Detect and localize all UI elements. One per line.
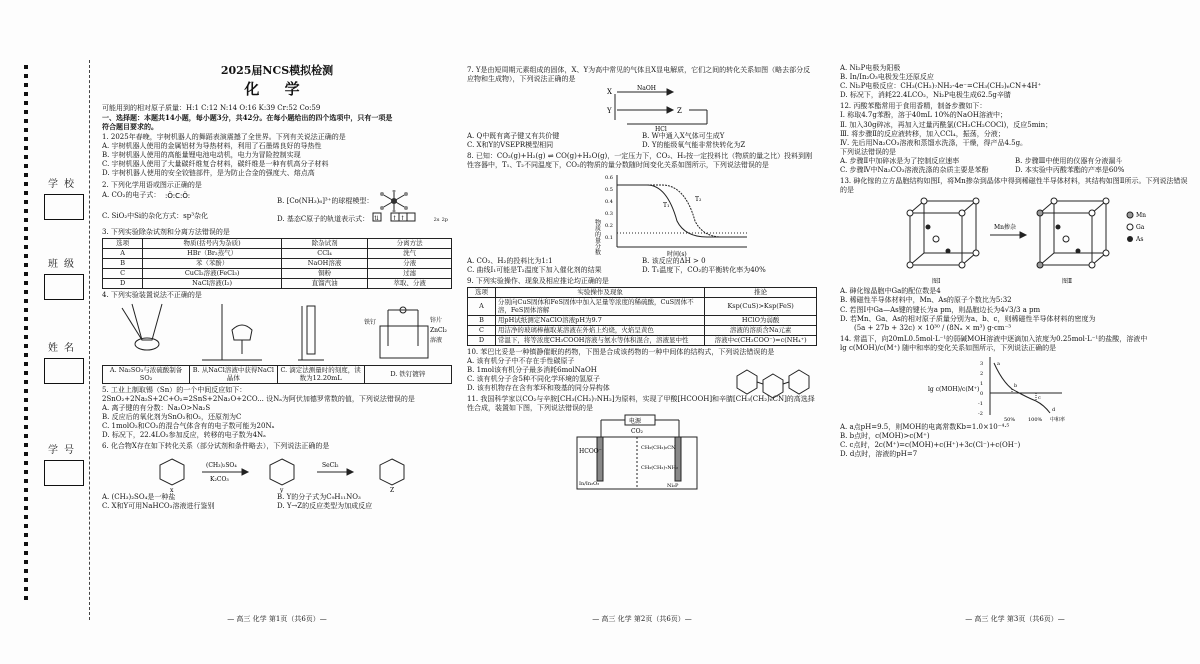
table-cell: 用pH试纸测定NaClO溶液pH为9.7: [495, 315, 704, 325]
page-footer-1: — 高三 化学 第1页（共6页）—: [227, 614, 327, 623]
binding-dot: [24, 398, 28, 402]
q11-label-cathode: In/In₂O₃: [579, 481, 600, 488]
diag-x: X: [607, 88, 612, 97]
legend-as: As: [1136, 236, 1144, 244]
binding-dot: [24, 65, 28, 69]
q2-option-a-text: A. CO₂的电子式：: [102, 190, 161, 199]
table-header-row: [103, 238, 452, 248]
binding-dot: [24, 272, 28, 276]
fig-label-zncl2: ZnCl₂: [430, 326, 447, 334]
binding-dots: [24, 60, 32, 620]
question-4: [102, 291, 452, 384]
diag-y: Y: [607, 107, 612, 116]
binding-dot: [24, 506, 28, 510]
diag-naoh: NaOH: [637, 85, 656, 93]
reagent-3: SeCl₂: [322, 462, 339, 470]
table-row: [468, 297, 817, 315]
name-field[interactable]: [42, 342, 86, 384]
binding-dot: [24, 227, 28, 231]
label-z: Z: [390, 487, 395, 494]
binding-dot: [24, 83, 28, 87]
table-cell: C: [468, 325, 496, 335]
q14-ytick: 1: [980, 380, 984, 387]
question-1: [102, 133, 452, 178]
q5-option-b: B. 反应后的氧化剂为SnO₂和O₂，还原剂为C: [102, 412, 242, 421]
q8-stem: 8. 已知：CO₂(g)+H₂(g) ⇌ CO(g)+H₂O(g)，一定压力下，CO₂、H₂按一定投料比（物质的量之比）投料到刚性容器中，T₁、T₂不同温度下，CO₂的物质的量分数随时间变化关系如图所示，下列说法错误的是: [467, 152, 813, 170]
table-row: [468, 325, 817, 335]
q11-option-d: D. 标况下，消耗22.4LCO₂，Ni₂P电极生成62.5g辛腈: [840, 91, 1011, 100]
binding-dot: [24, 263, 28, 267]
q14-option-b: B. b点时，c(MOH)>c(M⁺): [840, 432, 930, 441]
q13-option-d: D. 若Mn、Ga、As的相对原子质量分别为a、b、c，则稀磁性半导体材料的密度为: [840, 314, 1096, 323]
name-box[interactable]: [44, 358, 84, 384]
label-y: y: [280, 487, 284, 494]
binding-dot: [24, 182, 28, 186]
q11-label-hcoo: HCOO⁻: [579, 448, 602, 456]
table-cell: D: [103, 278, 143, 288]
binding-dot: [24, 533, 28, 537]
q8-ylabel: 物质的量分数: [593, 218, 601, 255]
q5-option-d: D. 标况下，22.4LO₂参加反应，转移的电子数为4Nₐ: [102, 431, 266, 440]
table-cell: 直馏汽油: [281, 278, 367, 288]
table-cell: B: [103, 258, 143, 268]
q11-option-b: B. In/In₂O₃电极发生还原反应: [840, 73, 934, 82]
binding-dot: [24, 281, 28, 285]
q13-option-a: A. 砷化镓晶胞中Ga的配位数是4: [840, 287, 941, 296]
q14-point-b: b: [1014, 382, 1018, 389]
svg-text:↑: ↑: [400, 214, 406, 222]
q6-reaction-scheme: [102, 451, 452, 493]
question-2: [102, 181, 452, 226]
table-row: [103, 248, 452, 258]
q12-option-c: C. 步骤Ⅳ中Na₂CO₃溶液洗涤的杂质主要是苯酚: [840, 166, 989, 175]
table-header: 分离方法: [368, 238, 452, 248]
binding-dot: [24, 434, 28, 438]
binding-dot: [24, 200, 28, 204]
q14-ylabel: lg c(MOH)/c(M⁺): [928, 385, 980, 393]
q14-stem: 14. 常温下，向20mL0.5mol·L⁻¹的弱碱MOH溶液中逐滴加入浓度为0.25mol·L⁻¹的盐酸，溶液中: [840, 334, 1148, 343]
co2-lewis-icon: [163, 190, 203, 200]
binding-dot: [24, 416, 28, 420]
binding-dot: [24, 101, 28, 105]
q6-option-d: D. Y→Z的反应类型为加成反应: [277, 502, 373, 511]
q6-option-a: A. (CH₃)₂SO₄是一种盐: [102, 493, 176, 502]
table-cell: D: [468, 335, 496, 345]
table-cell: 苯（苯酚）: [143, 258, 282, 268]
q7-option-a: A. Q中既有离子键又有共价键: [467, 132, 560, 141]
q7-stem: 7. Y是由短周期元素组成的固体，X、Y为高中常见的气体且X显电解质，它们之间的转化关系如图（略去部分反应物和生成物），下列说法正确的是: [467, 66, 811, 84]
table-cell: 用洁净的玻璃棒蘸取某溶液在外焰上灼烧，火焰呈黄色: [495, 325, 704, 335]
binding-dot: [24, 209, 28, 213]
name-label: 姓名: [48, 343, 80, 354]
table-header: 物质(括号内为杂质): [143, 238, 282, 248]
q9-stem: 9. 下列实验操作、现象及相应推论均正确的是: [467, 276, 609, 285]
question-5: [102, 386, 452, 441]
question-3: [102, 228, 452, 289]
binding-dot: [24, 110, 28, 114]
q8-ytick: 0.1: [605, 234, 613, 241]
q8-curve-t1: [617, 185, 747, 237]
page-footer-3: — 高三 化学 第3页（共6页）—: [965, 614, 1065, 623]
table-row: [103, 258, 452, 268]
binding-dot: [24, 443, 28, 447]
fig-label-nail: 铁钉: [364, 318, 377, 326]
q4-apparatus-figure: [102, 300, 452, 364]
q14-ytick: 3: [980, 360, 984, 367]
q14-xtick: 100%: [1028, 416, 1043, 423]
q7-option-d: D. Y的能级氧气能非常快转化为Z: [642, 141, 746, 150]
table-cell: 分别向CuS固体和FeS固体中加入足量等浓度的稀硫酸，CuS固体不溶，FeS固体溶解: [495, 297, 704, 315]
binding-dot: [24, 569, 28, 573]
binding-dot: [24, 254, 28, 258]
table-cell: 分液: [368, 258, 452, 268]
diag-z: Z: [677, 107, 682, 116]
section1-heading-cont: 符合题目要求的。: [102, 121, 158, 131]
q10-structure-icon: [733, 364, 813, 404]
student-id-field[interactable]: [42, 444, 86, 486]
column-page-2: [467, 64, 817, 624]
q13-fig2-label: 图Ⅱ: [1062, 278, 1073, 286]
q10-option-c: C. 该有机分子含5种不同化学环境的氢原子: [467, 375, 601, 383]
question-9: [467, 277, 817, 346]
q13-arrow-label: Mn掺杂: [994, 224, 1017, 232]
q11-label-anode: Ni₂P: [667, 483, 679, 490]
q1-option-a: A. 宇树机器人使用的金属铝材为导热材料，利用了石墨烯良好的导热性: [102, 142, 322, 151]
binding-dot: [24, 146, 28, 150]
q14-point-c: c: [1038, 394, 1041, 401]
q11-option-a: A. Ni₂P电极为阳极: [840, 64, 901, 72]
caption-a: A. Na₂SO₃与浓硫酸制备SO₂: [103, 365, 190, 383]
q1-option-b: B. 宇树机器人使用的高能量锂电池电动机，电力为冒险控制实现: [102, 151, 301, 160]
school-box[interactable]: [44, 194, 84, 220]
q14-option-c: C. c点时，2c(M⁺)=c(MOH)+c(H⁺)+3c(Cl⁻)+c(OH⁻): [840, 441, 1021, 450]
table-cell: 过滤: [368, 268, 452, 278]
q12-option-d: D. 本实验中丙酸苯酯的产率是60%: [1015, 166, 1125, 175]
q6-stem: 6. 化合物X存在如下转化关系（部分试剂和条件略去），下列说法正确的是: [102, 442, 330, 451]
q2-option-d: [277, 212, 452, 226]
q8-ytick: 0.4: [605, 198, 613, 205]
q1-stem: 1. 2025年春晚，宇树机器人的舞蹈表演震撼了全世界。下列有关说法正确的是: [102, 133, 346, 142]
q10-stem: 10. 苯巴比妥是一种镇静催眠的药物，下图是合成该药物的一种中间体的结构式，下列说法错误的是: [467, 347, 775, 356]
q8-mole-fraction-chart: [467, 171, 817, 257]
q9-table: [467, 287, 817, 346]
student-id-box[interactable]: [44, 460, 84, 486]
table-cell: HClO为弱酸: [705, 315, 817, 325]
q5-equation: 2SnO₂+2Na₂S+2C+O₂=2SnS+2Na₂O+2CO... 设Nₐ为阿伏加德罗常数的值，下列说法错误的是: [102, 394, 415, 403]
student-id-label: 学号: [48, 445, 80, 456]
q14-ytick: 2: [980, 370, 984, 377]
q2-option-a: [102, 190, 277, 212]
binding-dot: [24, 452, 28, 456]
table-cell: 溶液中c(CH₃COO⁻)=c(NH₄⁺): [705, 335, 817, 345]
q13-crystal-figure: [840, 195, 1190, 287]
q8-ytick: 0.2: [605, 222, 613, 229]
orbital-label-2p: 2p: [441, 216, 449, 223]
q12-option-b: B. 步骤Ⅲ中使用的仪器有分液漏斗: [1015, 156, 1123, 165]
table-header: 推论: [705, 287, 817, 297]
binding-dot: [24, 380, 28, 384]
legend-mn: Mn: [1136, 212, 1147, 220]
binding-dot: [24, 236, 28, 240]
q12-step-1: Ⅰ. 称取4.7g苯酚，溶于40mL 10%的NaOH溶液中；: [840, 111, 1007, 120]
table-cell: A: [468, 297, 496, 315]
q2-option-b: [277, 190, 452, 212]
orbital-diagram-icon: [371, 212, 431, 226]
q7-transformation-diagram: [467, 84, 817, 132]
q11-label-power: 电源: [629, 418, 642, 426]
binding-dot: [24, 191, 28, 195]
question-6: [102, 442, 452, 511]
binding-dot: [24, 479, 28, 483]
binding-dot: [24, 578, 28, 582]
table-cell: A: [103, 248, 143, 258]
table-cell: NaOH溶液: [281, 258, 367, 268]
table-cell: B: [468, 315, 496, 325]
class-label: 班级: [48, 259, 80, 270]
binding-dot: [24, 299, 28, 303]
q4-stem: 4. 下列实验装置说法不正确的是: [102, 290, 202, 299]
q14-point-a: a: [997, 360, 1000, 367]
question-7: [467, 66, 817, 150]
q8-option-a: A. CO₂、H₂的投料比为1:1: [467, 256, 553, 265]
q7-option-b: B. W中通入X气体可生成Y: [642, 132, 725, 141]
q5-stem: 5. 工业上制取锡（Sn）的一个中间反应如下：: [102, 385, 247, 394]
q12-step-3: Ⅲ. 将步骤Ⅱ的反应液转移，加入CCl₄，振荡，分液；: [840, 129, 1005, 138]
binding-dot: [24, 317, 28, 321]
q14-curve: [994, 360, 1050, 413]
q10-option-b: B. 1mol该有机分子最多消耗6molNaOH: [467, 365, 597, 374]
caption-c: C. 滴定法测量时的刻度，读数为12.20mL: [277, 365, 364, 383]
q1-option-d: D. 宇树机器人使用的安全铰链部件，是为防止合金的强度大、熔点高: [102, 169, 315, 178]
svg-text:↑: ↑: [392, 214, 398, 222]
binding-dot: [24, 290, 28, 294]
binding-dot: [24, 461, 28, 465]
column-page-3: [840, 64, 1190, 624]
question-8: [467, 152, 817, 274]
q12-ask: 下列说法错误的是: [840, 147, 896, 156]
q2-option-b-text: B. [Co(NH₃)₆]³⁺的球棍模型：: [277, 196, 374, 205]
q14-xlabel: 中和率: [1050, 416, 1066, 423]
binding-dot: [24, 155, 28, 159]
q3-stem: 3. 下列实验除杂试剂和分离方法错误的是: [102, 227, 230, 236]
table-row: [103, 278, 452, 288]
diag-hcl: HCl: [655, 126, 667, 133]
label-x: x: [170, 487, 174, 494]
q13-legend: [1127, 212, 1146, 243]
q12-step-2: Ⅱ. 加入30g碎冰，再加入过量丙酰氯(CH₃CH₂COCl)，反应5min；: [840, 120, 1053, 129]
q14-xtick: 50%: [1004, 416, 1016, 423]
binding-dot: [24, 542, 28, 546]
q12-step-4: Ⅳ. 先后用Na₂CO₃溶液和蒸馏水洗涤，干燥，得产品4.5g。: [840, 138, 1028, 147]
binding-dot: [24, 335, 28, 339]
q13-option-b: B. 稀磁性半导体材料中，Mn、As的原子个数比为5:32: [840, 296, 1012, 305]
q12-stem: 12. 丙酸苯酯常用于食用香精，制备步骤如下：: [840, 102, 987, 111]
exam-subject: 化 学: [244, 80, 310, 99]
reagent-1: (CH₃)₂SO₄: [206, 462, 237, 470]
table-row: [468, 315, 817, 325]
q13-stem: 13. 砷化镓的立方晶胞结构如图Ⅰ，将Mn掺杂到晶体中得到稀磁性半导体材料，其结构如图Ⅱ所示。下列说法错误的是: [840, 177, 1188, 195]
binding-dot: [24, 344, 28, 348]
caption-d: D. 铁钉镀锌: [364, 365, 451, 383]
q11-option-c: C. Ni₂P电极反应：CH₃(CH₂)₇NH₂-4e⁻=CH₃(CH₂)₆CN+4H⁺: [840, 82, 1042, 91]
table-header-row: [468, 287, 817, 297]
binding-dot: [24, 74, 28, 78]
table-row: [103, 365, 452, 383]
q8-option-d: D. T₁温度下，CO₂的平衡转化率为40%: [642, 265, 766, 274]
table-cell: 铜粉: [281, 268, 367, 278]
q8-ytick: 0.6: [605, 174, 613, 181]
binding-dot: [24, 92, 28, 96]
table-row: [103, 268, 452, 278]
table-cell: Ksp(CuS)>Ksp(FeS): [705, 297, 817, 315]
class-field[interactable]: [42, 258, 86, 300]
binding-dot: [24, 308, 28, 312]
exam-title: 2025届NCS模拟检测: [220, 64, 334, 77]
q5-option-c: C. 1molO₂和CO₂的混合气体含有的电子数可能为20Nₐ: [102, 422, 275, 431]
binding-dot: [24, 119, 28, 123]
question-14: [840, 335, 1190, 460]
table-cell: 洗气: [368, 248, 452, 258]
binding-dot: [24, 326, 28, 330]
table-header: 选项: [103, 238, 143, 248]
svg-text:⇅: ⇅: [374, 214, 380, 222]
q14-neutralization-chart: [840, 353, 1190, 423]
ball-stick-model-icon: [376, 190, 412, 212]
binding-dot: [24, 587, 28, 591]
q6-option-b: B. Y的分子式为C₉H₁₁NO₃: [277, 493, 361, 502]
binding-dot: [24, 245, 28, 249]
section1-heading: 一、选择题：本题共14小题，每小题3分，共42分。在每小题给出的四个选项中，只有一项是: [102, 112, 393, 122]
q8-option-b: B. 该反应的ΔH > 0: [642, 256, 706, 265]
table-header: 实验操作及现象: [495, 287, 704, 297]
binding-dot: [24, 515, 28, 519]
q11-stem: 11. 我国科学家以CO₂与辛胺[CH₃(CH₂)₇NH₂]为原料，实现了甲酸[HCOOH]和辛腈[CH₃(CH₂)₆CN]的高选择性合成，装置如下图，下列说法错误的是: [467, 395, 815, 413]
binding-dot: [24, 362, 28, 366]
question-13: [840, 177, 1190, 333]
reagent-2: K₂CO₃: [210, 476, 229, 484]
q8-xlabel: 时间(s): [667, 250, 687, 257]
q10-option-d: D. 该有机物存在含有苯环和羧基的同分异构体: [467, 384, 610, 393]
q11-label-co2: CO₂: [631, 428, 643, 436]
binding-dot: [24, 425, 28, 429]
q6-option-c: C. X和Y可用NaHCO₃溶液进行鉴别: [102, 502, 215, 511]
orbital-label-2s: 2s: [433, 216, 440, 223]
table-cell: CuCl₂溶液(FeCl₃): [143, 268, 282, 278]
q13-fig1-label: 图Ⅰ: [932, 278, 941, 286]
caption-b: B. 从NaCl溶液中获得NaCl晶体: [190, 365, 277, 383]
table-cell: C: [103, 268, 143, 278]
q14-ytick: -1: [978, 400, 983, 407]
q14-option-d: D. d点时，溶液的pH=7: [840, 450, 918, 459]
q5-option-a: A. 离子键的有分数：Na₂O>Na₂S: [102, 403, 211, 412]
q8-curve-label-t2: T₂: [695, 195, 702, 203]
q8-option-c: C. 曲线I₁可能是T₂温度下加入催化剂的结果: [467, 265, 602, 274]
q4-captions: [102, 365, 452, 384]
q11-label-amine: CH₃(CH₂)₇NH₂: [641, 465, 679, 472]
question-12: [840, 102, 1190, 175]
binding-strip: [8, 60, 90, 620]
q2-stem: 2. 下列化学用语或图示正确的是: [102, 180, 202, 189]
q7-option-c: C. X和Y的VSEPR模型相同: [467, 141, 554, 150]
column-page-1: [102, 64, 452, 624]
binding-dot: [24, 389, 28, 393]
q11-electrolysis-figure: [467, 413, 817, 491]
q13-density-formula: (5a + 27b + 32c) × 10³⁰ / (8Nₐ × m³) g·cm⁻³: [854, 323, 1012, 332]
fig-label-solution: 溶液: [430, 336, 443, 344]
atomic-masses: 可能用到的相对原子质量：H:1 C:12 N:14 O:16 K:39 Cr:52 Co:59: [102, 103, 321, 112]
q8-curve-label-t1: T₁: [663, 201, 670, 209]
fig-label-zinc: 锌片: [430, 316, 443, 324]
table-cell: HBr（Br₂蒸气）: [143, 248, 282, 258]
q11-label-nitrile: CH₃(CH₂)₆CN: [641, 445, 676, 452]
binding-dot: [24, 560, 28, 564]
page-footer-2: — 高三 化学 第2页（共6页）—: [592, 614, 692, 623]
table-cell: NaCl溶液(I₂): [143, 278, 282, 288]
svg-text::Ö:C:Ö:: :Ö:C:Ö:: [164, 191, 190, 200]
binding-dot: [24, 407, 28, 411]
question-11: [467, 395, 817, 491]
binding-dot: [24, 551, 28, 555]
question-11-options: [840, 64, 1190, 100]
table-header: 选项: [468, 287, 496, 297]
q12-option-a: A. 步骤Ⅱ中加碎冰是为了控制反应速率: [840, 156, 960, 165]
binding-dot: [24, 353, 28, 357]
binding-dot: [24, 128, 28, 132]
binding-dot: [24, 371, 28, 375]
binding-dot: [24, 164, 28, 168]
table-cell: CCl₄: [281, 248, 367, 258]
table-cell: 萃取、分液: [368, 278, 452, 288]
q3-table: [102, 238, 452, 289]
q2-option-c: C. SiO₂中Si的杂化方式：sp³杂化: [102, 211, 209, 220]
q2-option-d-text: D. 基态C原子的轨道表示式：: [277, 214, 370, 223]
binding-dot: [24, 524, 28, 528]
question-10: [467, 348, 817, 393]
binding-dot: [24, 497, 28, 501]
binding-dot: [24, 596, 28, 600]
school-field[interactable]: [42, 178, 86, 220]
class-box[interactable]: [44, 274, 84, 300]
q1-option-c: C. 宇树机器人使用了大量碳纤维复合材料，碳纤维是一种有机高分子材料: [102, 160, 329, 169]
q14-stem-2: lg c(MOH)/c(M⁺) 随中和率的变化关系如图所示，下列说法正确的是: [840, 343, 1057, 352]
legend-ga: Ga: [1136, 224, 1145, 232]
q8-ytick: 0.3: [605, 210, 613, 217]
binding-dot: [24, 488, 28, 492]
q8-curve-t2: [617, 185, 747, 237]
q8-ytick: 0.5: [605, 186, 613, 193]
table-row: [468, 335, 817, 345]
binding-dot: [24, 470, 28, 474]
table-header: 除杂试剂: [281, 238, 367, 248]
q14-ytick: 0: [980, 390, 984, 397]
binding-dot: [24, 173, 28, 177]
table-cell: 常温下，将等浓度CH₃COOH溶液与氨水等体积混合，溶液显中性: [495, 335, 704, 345]
q14-point-d: d: [1052, 406, 1056, 413]
binding-dot: [24, 218, 28, 222]
q10-option-a: A. 该有机分子中不存在手性碳原子: [467, 356, 575, 365]
q13-option-c: C. 若图Ⅰ中Ga—As键的键长为a pm，则晶胞边长为4√3/3 a pm: [840, 305, 1041, 314]
q14-option-a: A. a点pH=9.5，则MOH的电离常数Kb=1.0×10⁻⁴·⁵: [840, 422, 1010, 431]
school-label: 学校: [48, 179, 80, 190]
table-cell: 溶液的溶质含Na元素: [705, 325, 817, 335]
q14-ytick: -2: [978, 410, 983, 417]
binding-dot: [24, 137, 28, 141]
